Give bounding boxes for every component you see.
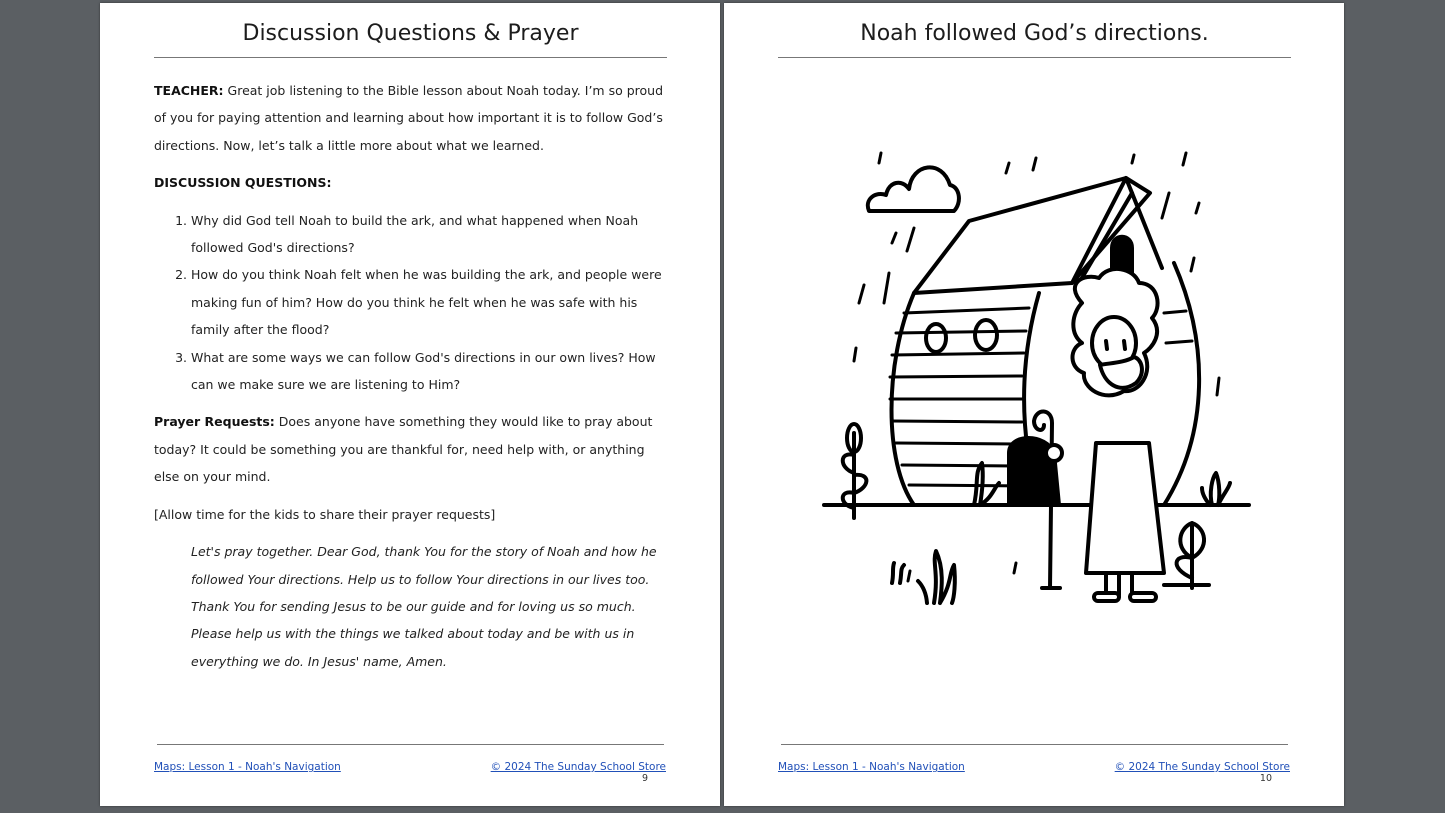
page-title: Discussion Questions & Prayer [242, 21, 579, 46]
teacher-label: TEACHER: [154, 83, 224, 98]
question-list [154, 207, 668, 399]
title-divider [154, 57, 667, 58]
noah-ark-coloring-icon [814, 133, 1264, 623]
teacher-paragraph [154, 77, 668, 159]
page-title: Noah followed God’s directions. [860, 21, 1209, 46]
allow-time-note: [Allow time for the kids to share their prayer requests] [154, 506, 496, 522]
footer-divider [781, 744, 1288, 745]
question-item: 3. What are some ways we can follow God's directions in our own lives? How can we make sure we are listening to Him? [191, 344, 668, 399]
teacher-text: Great job listening to the Bible lesson about Noah today. I’m so proud of you for paying attention and learning about how important it is to follow God’s directions. Now, let’s talk a little more about what we learned. [154, 83, 664, 153]
page-body [154, 77, 668, 685]
prayer-requests-text: Does anyone have something they would like to pray about today? It could be something you are thankful for, need help with, or anything else on your mind. [154, 414, 653, 485]
discussion-heading [154, 169, 668, 196]
footer-copyright-link[interactable]: © 2024 The Sunday School Store [1114, 761, 1290, 773]
page-10 [724, 3, 1344, 806]
title-divider [778, 57, 1291, 58]
page-9 [100, 3, 720, 806]
footer-divider [157, 744, 664, 745]
footer-lesson-link[interactable]: Maps: Lesson 1 - Noah's Navigation [154, 761, 341, 773]
closing-prayer: Let's pray together. Dear God, thank You for the story of Noah and how he followed Your directions. Help us to follow Your directions in our lives too. Thank You for sending Jesus to be our guide and for loving us so much. Please help us with the things we talked about today and be with us in everything we do. In Jesus' name, Amen. [191, 544, 657, 669]
prayer-requests-paragraph [154, 408, 668, 490]
page-number: 9 [641, 773, 648, 784]
page-number: 10 [1259, 773, 1272, 784]
discussion-heading-text: DISCUSSION QUESTIONS: [154, 175, 332, 191]
question-item: 1. Why did God tell Noah to build the ark, and what happened when Noah followed God's directions? [191, 207, 668, 262]
prayer-requests-label: Prayer Requests: [154, 414, 275, 430]
footer-copyright-link[interactable]: © 2024 The Sunday School Store [490, 761, 666, 773]
question-item: 2. How do you think Noah felt when he was building the ark, and people were making fun of him? How do you think he felt when he was safe with his family after the flood? [191, 261, 668, 343]
footer-lesson-link[interactable]: Maps: Lesson 1 - Noah's Navigation [778, 761, 965, 773]
